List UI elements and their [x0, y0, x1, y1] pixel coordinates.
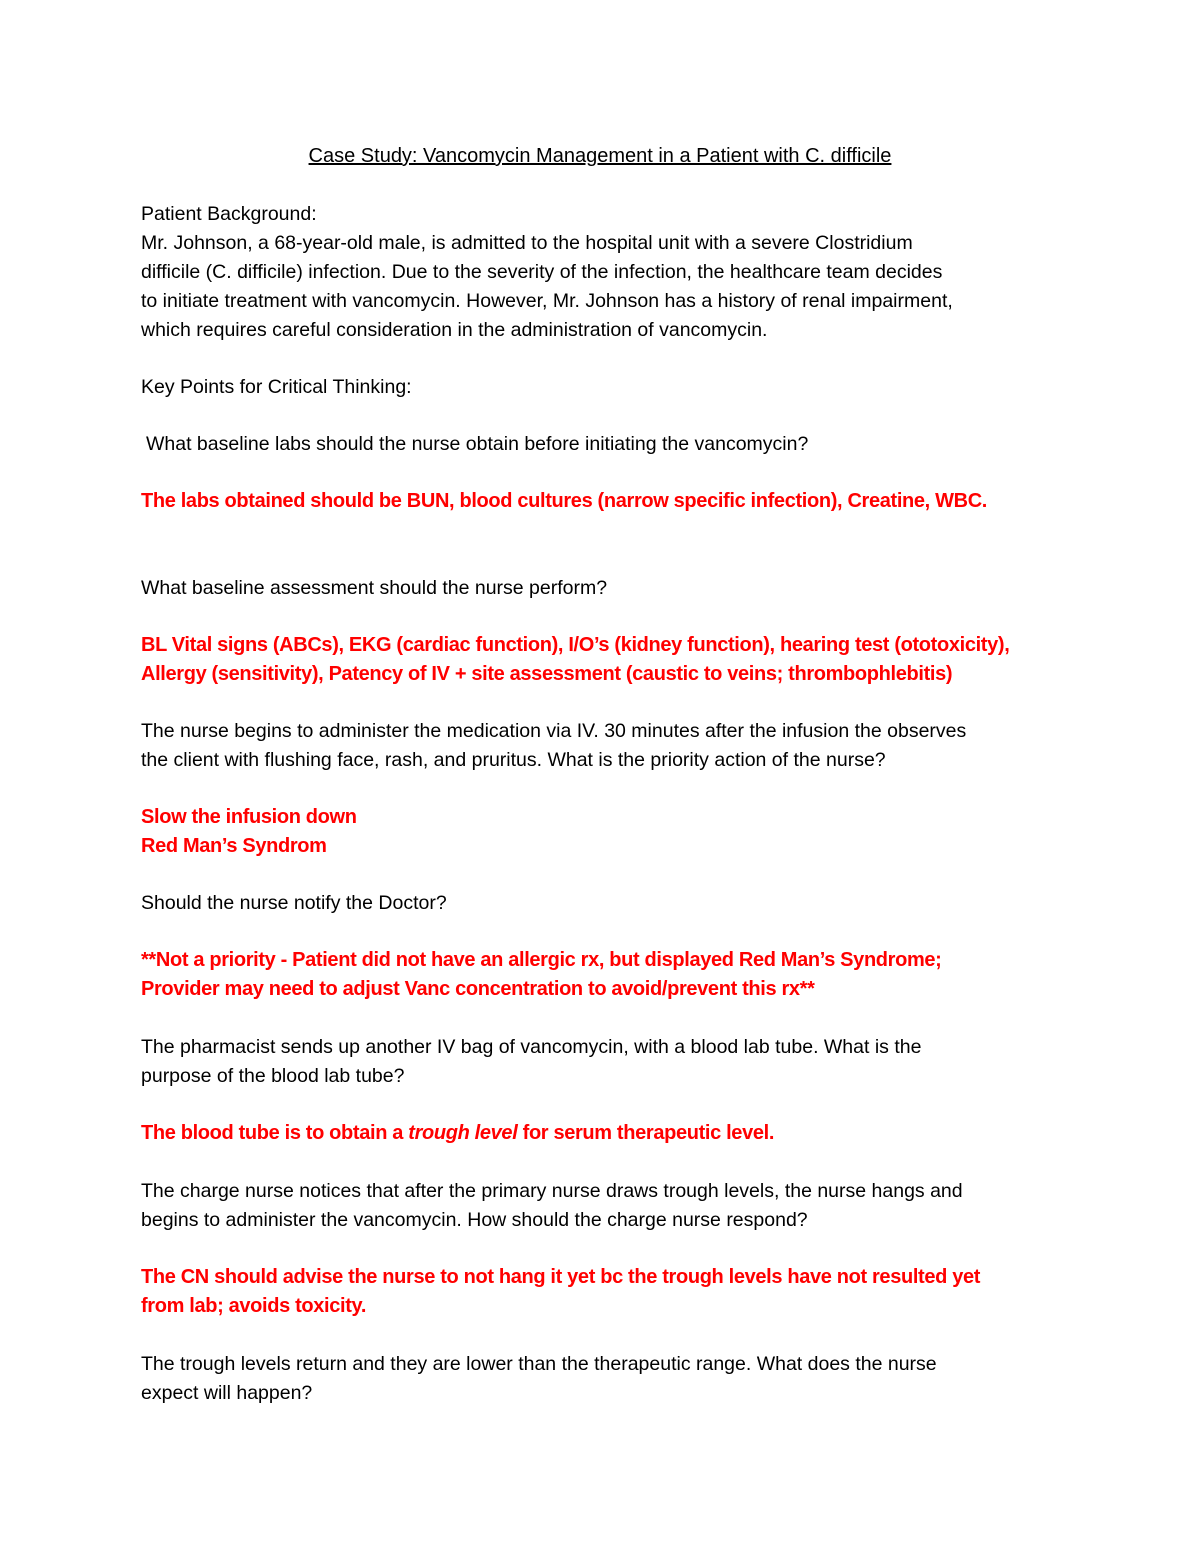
answer-6-line-1: The CN should advise the nurse to not hang it yet bc the trough levels have not resulted yet — [141, 1266, 981, 1288]
background-line-1: Mr. Johnson, a 68-year-old male, is admitted to the hospital unit with a severe Clostridium — [141, 232, 913, 254]
question-6-line-2: begins to administer the vancomycin. How should the charge nurse respond? — [141, 1209, 808, 1231]
question-2: What baseline assessment should the nurse perform? — [141, 577, 608, 599]
answer-5-emphasis: trough level — [408, 1122, 518, 1144]
answer-6-line-2: from lab; avoids toxicity. — [141, 1295, 367, 1317]
question-7-line-1: The trough levels return and they are lower than the therapeutic range. What does the nurse — [141, 1353, 937, 1375]
answer-4-line-2: Provider may need to adjust Vanc concentration to avoid/prevent this rx** — [141, 978, 815, 1000]
question-3-line-2: the client with flushing face, rash, and pruritus. What is the priority action of the nurse? — [141, 749, 886, 771]
answer-3-line-2: Red Man’s Syndrom — [141, 835, 327, 857]
question-5-line-2: purpose of the blood lab tube? — [141, 1065, 405, 1087]
background-line-2: difficile (C. difficile) infection. Due to the severity of the infection, the healthcare team decides — [141, 261, 943, 283]
answer-5 — [141, 1119, 774, 1148]
answer-4-line-1: **Not a priority - Patient did not have an allergic rx, but displayed Red Man’s Syndrome; — [141, 949, 942, 971]
question-4: Should the nurse notify the Doctor? — [141, 892, 447, 914]
question-3-line-1: The nurse begins to administer the medication via IV. 30 minutes after the infusion the observes — [141, 720, 967, 742]
background-heading: Patient Background: — [141, 203, 317, 225]
answer-2-line-2: Allergy (sensitivity), Patency of IV + site assessment (caustic to veins; thrombophlebitis) — [141, 663, 953, 685]
background-line-3: to initiate treatment with vancomycin. However, Mr. Johnson has a history of renal impairment, — [141, 290, 953, 312]
document-title: Case Study: Vancomycin Management in a Patient with C. difficile — [308, 145, 892, 167]
question-6-line-1: The charge nurse notices that after the primary nurse draws trough levels, the nurse hangs and — [141, 1180, 963, 1202]
answer-3-line-1: Slow the infusion down — [141, 806, 357, 828]
question-1: What baseline labs should the nurse obtain before initiating the vancomycin? — [146, 433, 809, 455]
answer-5-suffix: for serum therapeutic level. — [517, 1122, 775, 1144]
question-5-line-1: The pharmacist sends up another IV bag of vancomycin, with a blood lab tube. What is the — [141, 1036, 922, 1058]
key-points-heading: Key Points for Critical Thinking: — [141, 376, 412, 398]
answer-1: The labs obtained should be BUN, blood cultures (narrow specific infection), Creatine, WBC. — [141, 490, 988, 512]
answer-2-line-1: BL Vital signs (ABCs), EKG (cardiac function), I/O’s (kidney function), hearing test (ototoxicity), — [141, 634, 1010, 656]
question-7-line-2: expect will happen? — [141, 1382, 313, 1404]
background-line-4: which requires careful consideration in the administration of vancomycin. — [141, 319, 768, 341]
answer-5-prefix: The blood tube is to obtain a — [141, 1122, 409, 1144]
